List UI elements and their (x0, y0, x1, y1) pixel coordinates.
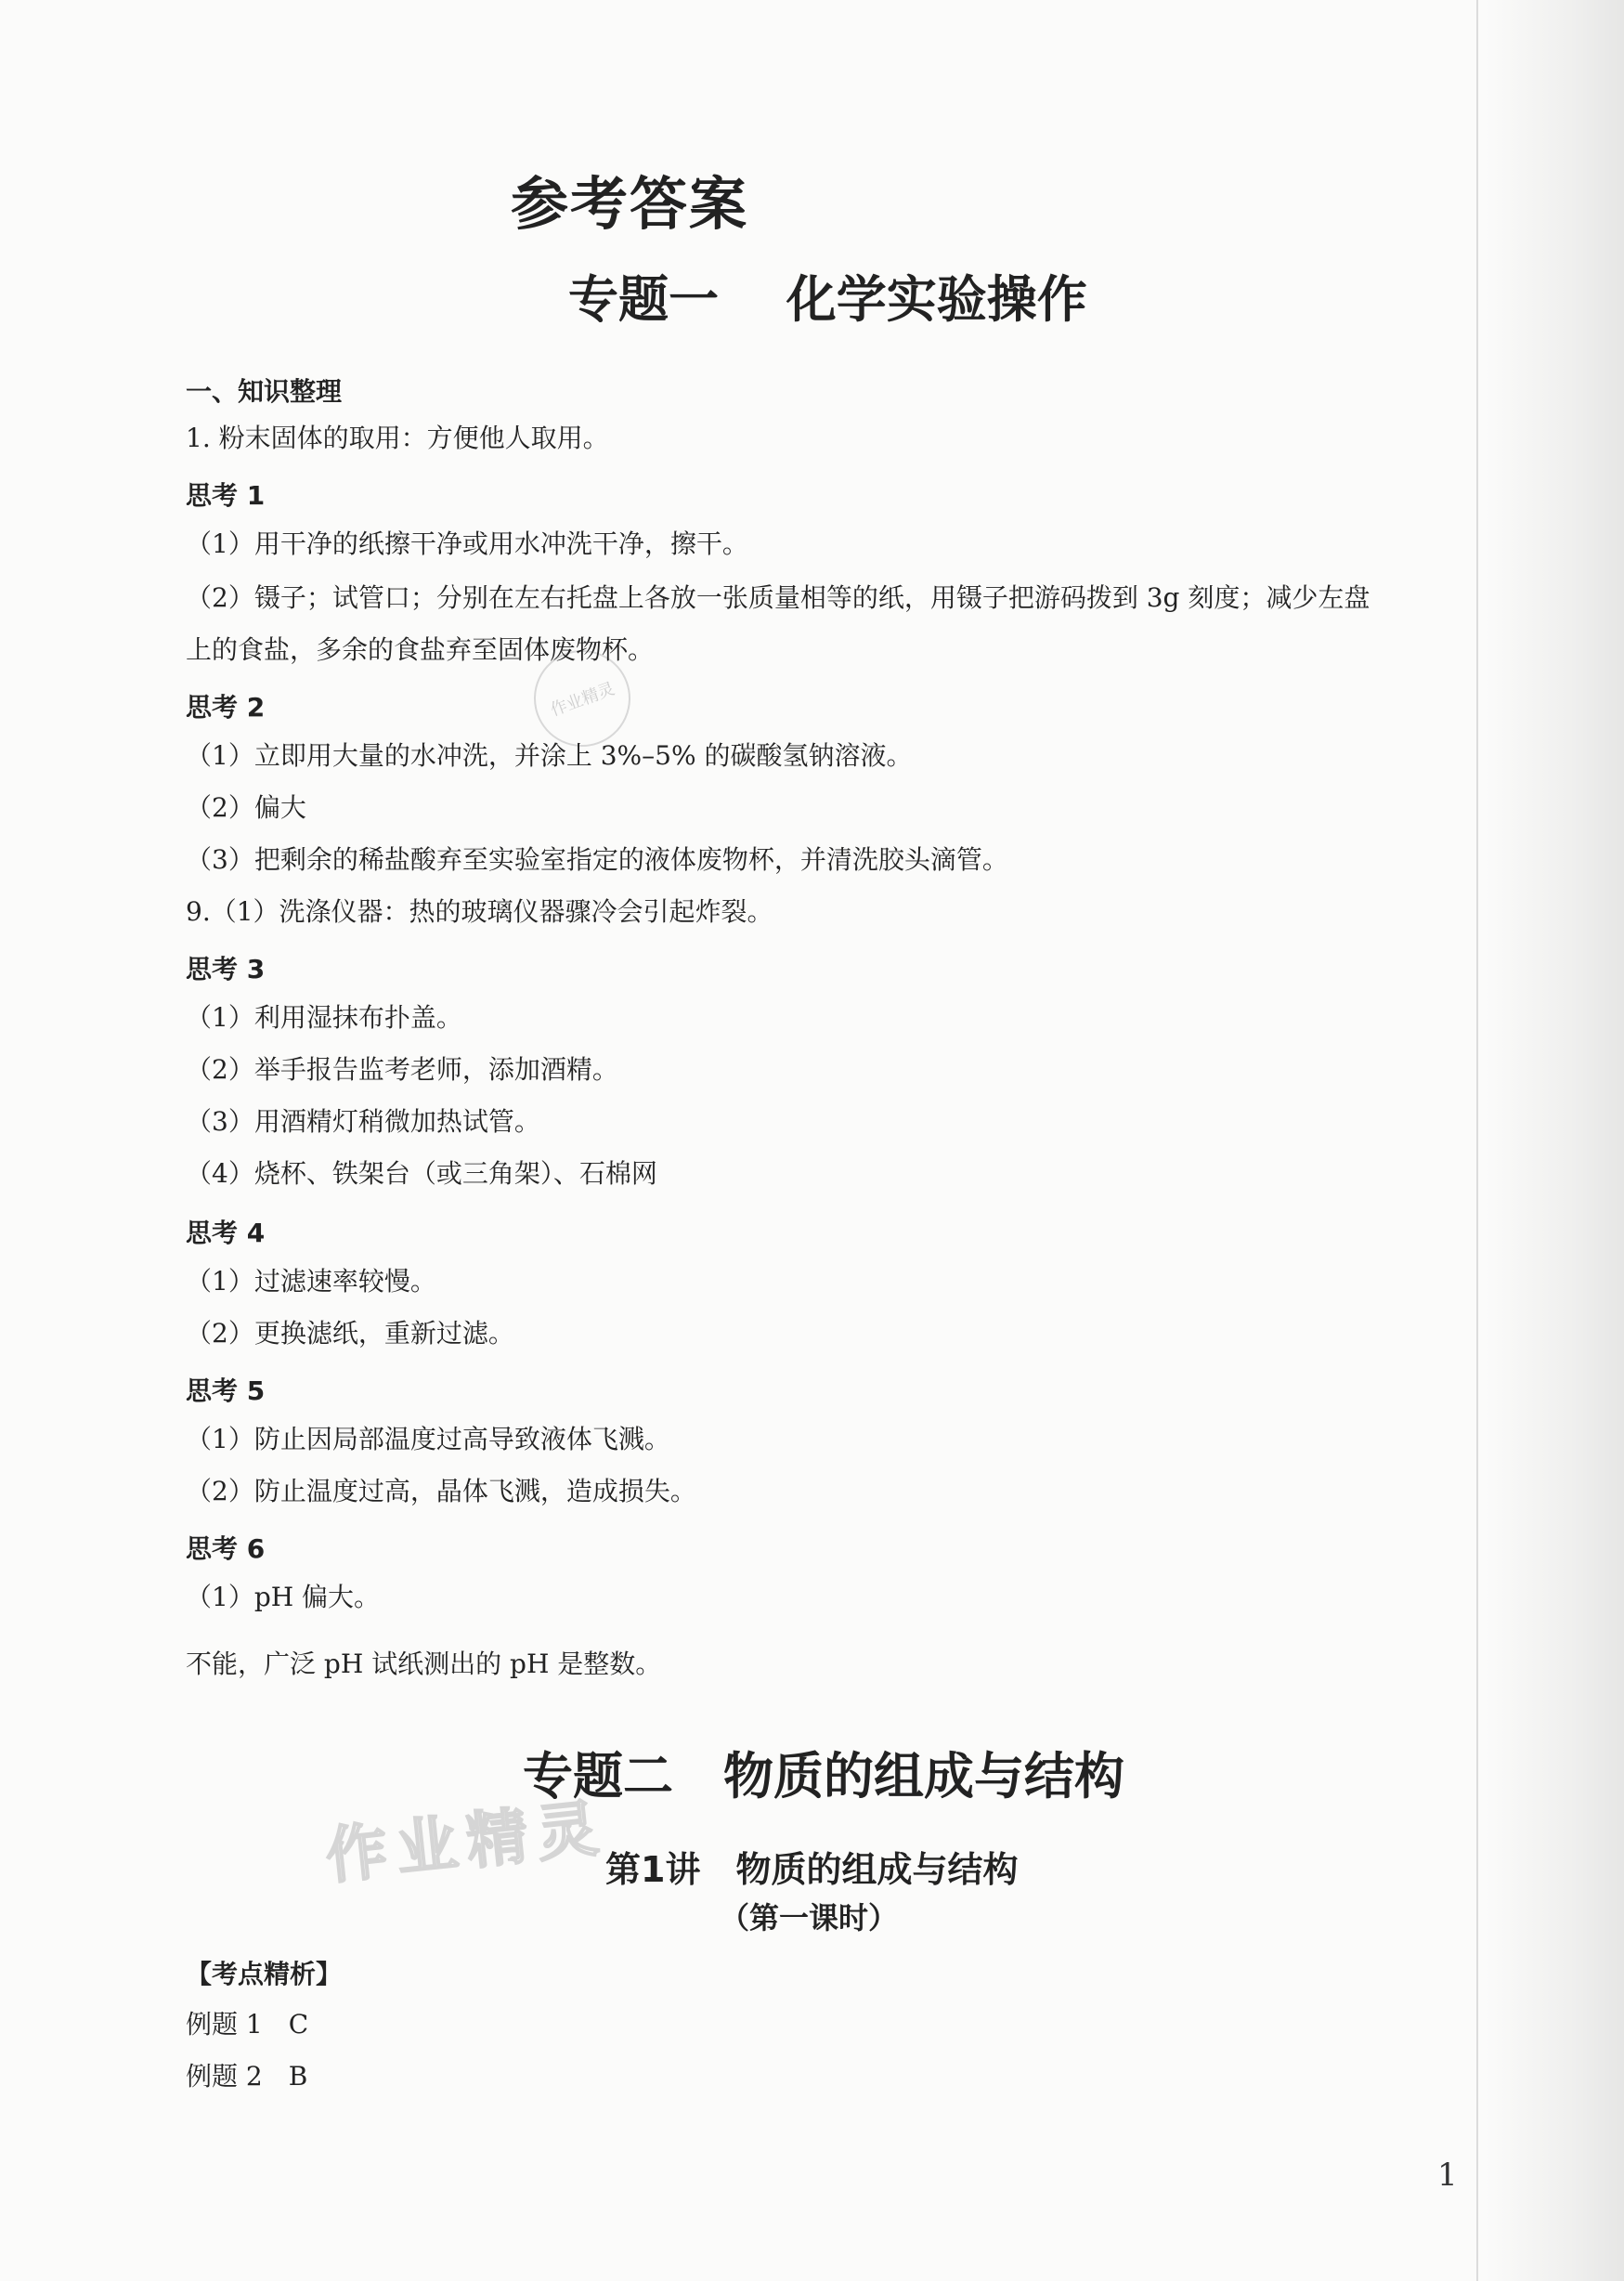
watermark: 作业精灵 (322, 1792, 611, 1893)
s1-heading: 一、知识整理 (186, 376, 343, 407)
line-12: （4）烧杯、铁架台（或三角架）、石棉网 (186, 1158, 657, 1189)
line-9: （1）利用湿抹布扑盖。 (186, 1002, 462, 1033)
line-10: （2）举手报告监考老师，添加酒精。 (186, 1054, 618, 1085)
line-17: （1）pH 偏大。 (186, 1582, 381, 1612)
example-2: 例题 2 B (186, 2061, 308, 2092)
example-1: 例题 1 C (186, 2009, 309, 2040)
line-13: （1）过滤速率较慢。 (186, 1266, 436, 1297)
line-1: 1. 粉末固体的取用：方便他人取用。 (186, 423, 609, 453)
page-edge-shadow (1485, 0, 1624, 2281)
think-5: 思考 5 (186, 1375, 266, 1406)
think-3: 思考 3 (186, 954, 266, 984)
line-4: 上的食盐，多余的食盐弃至固体废物杯。 (186, 634, 655, 665)
stamp: 作业精灵 (520, 636, 643, 760)
line-18: 不能，广泛 pH 试纸测出的 pH 是整数。 (186, 1649, 662, 1679)
think-2: 思考 2 (186, 692, 266, 723)
s2-heading: 【考点精析】 (186, 1959, 343, 1989)
line-8: 9.（1）洗涤仪器：热的玻璃仪器骤冷会引起炸裂。 (186, 896, 773, 927)
think-4: 思考 4 (186, 1218, 266, 1248)
think-6: 思考 6 (186, 1533, 266, 1564)
page-number: 1 (1437, 2157, 1458, 2194)
line-16: （2）防止温度过高，晶体飞溅，造成损失。 (186, 1476, 696, 1506)
section2-title: 专题二 物质的组成与结构 (523, 1747, 1124, 1805)
line-3: （2）镊子；试管口；分别在左右托盘上各放一张质量相等的纸，用镊子把游码拨到 3g 刻度；减少左盘 (186, 582, 1371, 613)
main-title: 参考答案 (511, 170, 749, 238)
section1-title: 专题一 化学实验操作 (568, 270, 1087, 329)
think-1: 思考 1 (186, 480, 266, 511)
page-fold-line (1476, 0, 1478, 2281)
line-6: （2）偏大 (186, 792, 306, 823)
line-14: （2）更换滤纸，重新过滤。 (186, 1318, 514, 1349)
line-11: （3）用酒精灯稍微加热试管。 (186, 1106, 540, 1137)
line-2: （1）用干净的纸擦干净或用水冲洗干净，擦干。 (186, 528, 748, 559)
lesson-label: （第一课时） (720, 1900, 899, 1936)
lecture-title: 第1讲 物质的组成与结构 (605, 1849, 1019, 1890)
line-15: （1）防止因局部温度过高导致液体飞溅。 (186, 1424, 670, 1454)
line-7: （3）把剩余的稀盐酸弃至实验室指定的液体废物杯，并清洗胶头滴管。 (186, 844, 1008, 875)
line-5: （1）立即用大量的水冲洗，并涂上 3%–5% 的碳酸氢钠溶液。 (186, 740, 913, 771)
